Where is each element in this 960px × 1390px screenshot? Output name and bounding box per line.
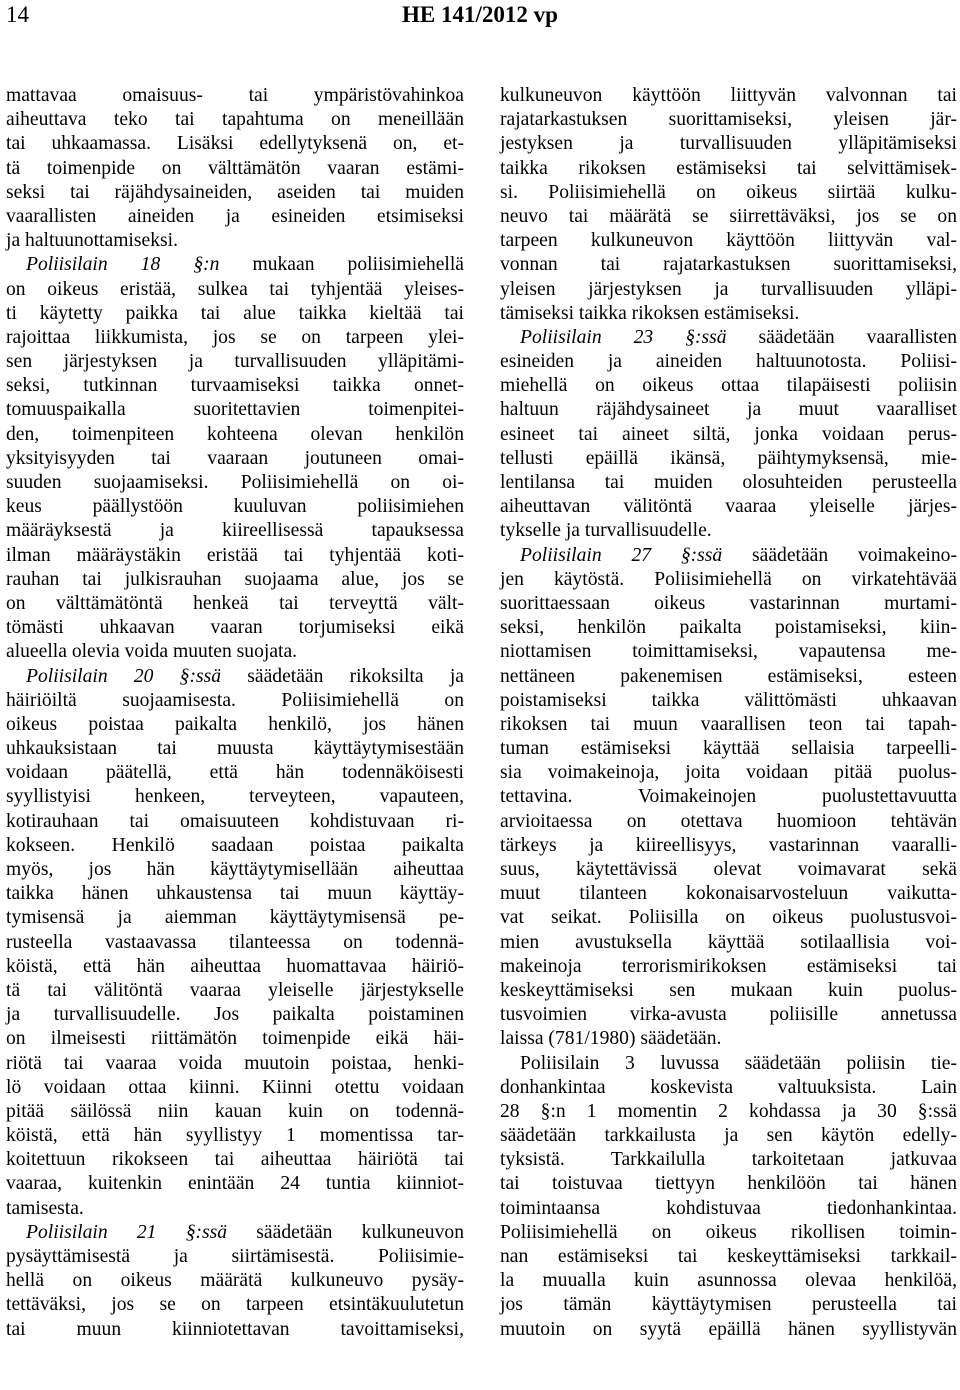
text-line xyxy=(6,568,464,592)
text-line xyxy=(6,447,464,471)
text-line xyxy=(6,157,464,181)
text-span: tarpeen kulkuneuvon käyttöön liittyvän val- xyxy=(500,230,957,252)
text-line xyxy=(500,1293,957,1317)
text-span: vaarallisten aineiden ja esineiden etsimiseksi xyxy=(6,205,464,227)
text-span: kotirauhaan tai omaisuuteen kohdistuvaan ri- xyxy=(6,810,464,832)
text-line xyxy=(6,278,464,302)
text-span: lentilansa tai muiden olosuhteiden perusteella xyxy=(500,472,957,493)
text-span: sia voimakeinoja, joita voidaan pitää puolus- xyxy=(500,762,957,784)
text-line xyxy=(6,955,464,979)
text-span: donhankintaa koskevista valtuuksista. Lain xyxy=(500,1076,957,1098)
text-line xyxy=(500,326,957,350)
text-line xyxy=(6,1221,464,1245)
text-span: niottamisen toimittamiseksi, vapautensa me- xyxy=(500,641,957,663)
text-line xyxy=(500,157,957,181)
text-span: on oikeus eristää, sulkea tai tyhjentää yleises- xyxy=(6,278,464,300)
text-span: toimintaansa kohdistuvaa tiedonhankintaa. xyxy=(500,1197,957,1219)
text-span: ti käytetty paikka tai alue taikka kieltää tai xyxy=(6,302,464,324)
text-line xyxy=(6,544,464,568)
text-span: esineet tai aineet siltä, jonka voidaan perus- xyxy=(500,423,957,445)
text-span: tai uhkaamassa. Lisäksi edellytyksenä on, et- xyxy=(6,133,464,155)
text-line xyxy=(500,785,957,809)
text-span: rauhan tai julkisrauhan suojaama alue, jos se xyxy=(6,568,464,590)
text-span: tettavina. Voimakeinojen puolustettavuutta xyxy=(500,786,957,808)
text-line xyxy=(6,84,464,108)
section-reference: Poliisilain 18 §:n xyxy=(26,254,220,276)
text-line xyxy=(500,398,957,422)
text-span: vonnan tai rajatarkastuksen suorittamiseksi, xyxy=(500,254,957,276)
text-span: haltuun räjähdysaineet ja muut vaaralliset xyxy=(500,399,957,421)
text-line xyxy=(6,665,464,689)
text-line xyxy=(500,665,957,689)
text-span: lö voidaan ottaa kiinni. Kiinni otettu voidaan xyxy=(6,1076,464,1098)
text-line xyxy=(500,810,957,834)
text-span: riötä tai vaaraa voida muutoin poistaa, henki- xyxy=(6,1052,464,1074)
section-reference: Poliisilain 21 §:ssä xyxy=(26,1221,228,1243)
left-text-column xyxy=(6,84,464,1342)
text-span: yksityisyyden tai vaaraan joutuneen omai- xyxy=(6,447,464,469)
text-span: ja haltuunottamiseksi. xyxy=(6,230,178,252)
text-line xyxy=(500,205,957,229)
text-line xyxy=(500,519,957,543)
text-line xyxy=(500,132,957,156)
text-line xyxy=(500,931,957,955)
text-line xyxy=(6,302,464,326)
text-line xyxy=(6,931,464,955)
text-line xyxy=(500,713,957,737)
text-line xyxy=(500,640,957,664)
text-span: arvioitaessa on otettava huomioon tehtävän xyxy=(500,810,957,832)
text-line xyxy=(500,181,957,205)
text-line xyxy=(500,302,957,326)
text-line xyxy=(6,713,464,737)
text-line xyxy=(6,108,464,132)
text-line xyxy=(6,592,464,616)
text-span: tymisensä ja aiemman käyttäytymisensä pe- xyxy=(6,907,464,929)
text-line xyxy=(500,592,957,616)
text-line xyxy=(6,350,464,374)
text-line xyxy=(500,374,957,398)
text-span: rikoksen tai muun vaarallisen teon tai tapah- xyxy=(500,713,957,735)
text-span: aiheuttava teko tai tapahtuma on meneillään xyxy=(6,109,464,131)
text-span: esineiden ja aineiden haltuunotosta. Poliisi- xyxy=(500,351,957,373)
text-span: tömästi uhkaavan vaaran torjumiseksi eikä xyxy=(6,617,464,639)
text-span: aiheuttavan välitöntä vaaraa yleiselle järjes- xyxy=(500,496,957,518)
text-span: la muualla kuin asunnossa olevaa henkilöä, xyxy=(500,1270,957,1292)
text-span: den, toimenpiteen kohteena olevan henkilön xyxy=(6,423,464,445)
text-line xyxy=(6,1124,464,1148)
text-line xyxy=(500,544,957,568)
text-line xyxy=(6,1052,464,1076)
text-span: vaaraa, kuitenkin enintään 24 tuntia kiinniot- xyxy=(6,1173,464,1195)
text-span: sen järjestyksen ja turvallisuuden ylläpitämi- xyxy=(6,351,464,373)
text-span: seksi, tutkinnan turvaamiseksi taikka onnet- xyxy=(6,375,464,397)
text-line xyxy=(500,471,957,495)
text-span: tai toistuvaa tiettyyn henkilöön tai hänen xyxy=(500,1173,957,1195)
text-line xyxy=(500,979,957,1003)
text-span: tämiseksi taikka rikoksen estämiseksi. xyxy=(500,302,800,324)
text-span: poistamiseksi taikka välittömästi uhkaavan xyxy=(500,689,957,711)
text-span: ilman määräystäkin eristää tai tyhjentää koti- xyxy=(6,544,464,566)
text-line xyxy=(6,1148,464,1172)
text-span: seksi tai räjähdysaineiden, aseiden tai muiden xyxy=(6,181,464,203)
text-span: kulkuneuvon käyttöön liittyvän valvonnan tai xyxy=(500,85,957,106)
text-span: kokseen. Henkilö saadaan poistaa paikalta xyxy=(6,834,464,856)
text-span: Poliisimiehellä on oikeus rikollisen toimin- xyxy=(500,1221,957,1243)
text-line xyxy=(6,229,464,253)
text-line xyxy=(500,689,957,713)
text-line xyxy=(6,785,464,809)
text-span: tä tai välitöntä vaaraa yleiselle järjestykselle xyxy=(6,979,464,1001)
text-span: alueella olevia voida muuten suojata. xyxy=(6,641,298,663)
text-line xyxy=(6,1172,464,1196)
section-reference: Poliisilain 23 §:ssä xyxy=(520,326,727,348)
text-span: ja turvallisuudelle. Jos paikalta poistaminen xyxy=(6,1004,464,1026)
text-line xyxy=(500,1245,957,1269)
text-line xyxy=(500,906,957,930)
text-span: 28 §:n 1 momentin 2 kohdassa ja 30 §:ssä xyxy=(500,1100,957,1122)
text-span: keskeyttämiseksi sen mukaan kuin puolus- xyxy=(500,979,957,1001)
text-line xyxy=(500,278,957,302)
text-span: tuman estämiseksi käyttää sellaisia tarpeelli- xyxy=(500,738,957,760)
text-line xyxy=(500,1318,957,1342)
text-span: miehellä on oikeus ottaa tilapäisesti poliisin xyxy=(500,375,957,397)
text-line xyxy=(6,1318,464,1342)
text-span: yleisen järjestyksen ja turvallisuuden ylläpi- xyxy=(500,278,957,300)
right-text-column xyxy=(500,84,957,1342)
text-line xyxy=(6,761,464,785)
text-line xyxy=(6,834,464,858)
text-span: on ilmeisesti riittämätön toimenpide eikä häi- xyxy=(6,1028,464,1050)
text-span: on välttämätöntä henkeä tai terveyttä vält- xyxy=(6,592,464,614)
page-header xyxy=(0,0,960,40)
text-line xyxy=(6,1027,464,1051)
text-line xyxy=(500,1052,957,1076)
section-reference: Poliisilain 27 §:ssä xyxy=(520,544,723,566)
text-line xyxy=(500,1269,957,1293)
text-line xyxy=(500,108,957,132)
text-span: vat seikat. Poliisilla on oikeus puolustusvoi- xyxy=(500,907,957,929)
text-span: säädetään kulkuneuvon xyxy=(227,1221,464,1243)
text-line xyxy=(6,1293,464,1317)
document-id: HE 141/2012 vp xyxy=(402,2,558,27)
text-span: nan estämiseksi tai keskeyttämiseksi tarkkail- xyxy=(500,1246,957,1267)
text-span: neuvo tai määrätä se siirrettäväksi, jos se on xyxy=(500,205,957,227)
text-span: koitettuun rikokseen tai aiheuttaa häiriötä tai xyxy=(6,1149,464,1171)
text-span: pitää säilössä niin kauan kuin on todennä- xyxy=(6,1100,464,1122)
text-line xyxy=(6,1076,464,1100)
text-span: keus päällystöön kuuluvan poliisimiehen xyxy=(6,496,464,518)
text-line xyxy=(6,398,464,422)
text-span: si. Poliisimiehellä on oikeus siirtää kulku- xyxy=(500,181,957,203)
text-span: jestyksen ja turvallisuuden ylläpitämiseksi xyxy=(500,133,957,155)
text-line xyxy=(6,423,464,447)
text-line xyxy=(6,810,464,834)
text-span: köistä, että hän aiheuttaa huomattavaa häiriö- xyxy=(6,955,464,977)
text-span: seksi, henkilön paikalta poistamiseksi, kiin- xyxy=(500,617,957,639)
text-line xyxy=(500,229,957,253)
text-line xyxy=(6,374,464,398)
text-span: voidaan päätellä, että hän todennäköisesti xyxy=(6,762,464,784)
text-span: määräyksestä ja kiireellisessä tapauksessa xyxy=(6,520,464,542)
text-line xyxy=(500,495,957,519)
text-span: suorittaessaan oikeus vastarinnan murtami- xyxy=(500,592,957,614)
text-line xyxy=(500,1003,957,1027)
text-span: säädetään tarkkailusta ja sen käytön edelly- xyxy=(500,1125,957,1147)
text-line xyxy=(500,882,957,906)
text-line xyxy=(6,858,464,882)
text-span: taikka rikoksen estämiseksi tai selvittämisek- xyxy=(500,157,957,179)
text-span: tamisesta. xyxy=(6,1197,84,1219)
text-span: jen käytöstä. Poliisimiehellä on virkatehtävää xyxy=(500,568,957,590)
text-line xyxy=(500,1100,957,1124)
text-line xyxy=(6,132,464,156)
text-line xyxy=(6,1245,464,1269)
text-line xyxy=(6,737,464,761)
text-span: hellä on oikeus määrätä kulkuneuvo pysäy- xyxy=(6,1270,464,1292)
text-span: jos tämän käyttäytymisen perusteella tai xyxy=(500,1294,957,1316)
text-line xyxy=(6,519,464,543)
text-span: tellusti epäillä ikänsä, päihtymyksensä, mie- xyxy=(500,447,957,469)
text-span: mien avustuksella käyttää sotilaallisia voi- xyxy=(500,931,957,953)
text-span: tusvoimien virka-avusta poliisille annetussa xyxy=(500,1004,957,1026)
text-span: köistä, että hän syyllistyy 1 momentissa tar- xyxy=(6,1125,464,1147)
text-line xyxy=(500,447,957,471)
text-span: tai muun kiinniotettavan tavoittamiseksi, xyxy=(6,1318,464,1340)
text-line xyxy=(500,423,957,447)
text-span: taikka hänen uhkaustensa tai muun käyttäy- xyxy=(6,883,464,905)
text-span: myös, jos hän käyttäytymisellään aiheuttaa xyxy=(6,859,464,880)
page-number: 14 xyxy=(6,2,29,27)
text-span: tärkeys ja kiireellisyys, vastarinnan vaaralli- xyxy=(500,834,957,856)
text-line xyxy=(6,640,464,664)
text-span: Poliisilain 3 luvussa säädetään poliisin tie- xyxy=(520,1052,957,1074)
text-line xyxy=(6,1197,464,1221)
text-span: rusteella vastaavassa tilanteessa on todennä- xyxy=(6,931,464,953)
text-line xyxy=(6,616,464,640)
text-line xyxy=(6,1100,464,1124)
text-span: makeinoja terrorismirikoksen estämiseksi tai xyxy=(500,955,957,977)
text-line xyxy=(6,471,464,495)
text-line xyxy=(500,834,957,858)
text-span: säädetään rikoksilta ja xyxy=(221,665,464,687)
text-line xyxy=(6,689,464,713)
text-line xyxy=(500,616,957,640)
text-line xyxy=(500,1221,957,1245)
text-line xyxy=(500,1197,957,1221)
text-line xyxy=(500,761,957,785)
text-line xyxy=(6,205,464,229)
text-span: säädetään voimakeino- xyxy=(722,544,957,566)
text-line xyxy=(500,1076,957,1100)
text-line xyxy=(500,1124,957,1148)
text-span: häiriöiltä suojaamisesta. Poliisimiehellä on xyxy=(6,689,464,711)
text-line xyxy=(500,737,957,761)
text-span: suuden suojaamiseksi. Poliisimiehellä on oi- xyxy=(6,472,464,493)
text-line xyxy=(6,882,464,906)
text-line xyxy=(500,350,957,374)
text-span: oikeus poistaa paikalta henkilö, jos hänen xyxy=(6,713,464,735)
text-line xyxy=(500,955,957,979)
text-span: pysäyttämisestä ja siirtämisestä. Poliisimie- xyxy=(6,1246,464,1267)
text-line xyxy=(6,326,464,350)
text-line xyxy=(500,84,957,108)
text-line xyxy=(500,253,957,277)
text-line xyxy=(6,253,464,277)
text-span: tykselle ja turvallisuudelle. xyxy=(500,520,712,542)
text-span: tä toimenpide on välttämätön vaaran estämi- xyxy=(6,157,464,179)
text-span: uhkauksistaan tai muusta käyttäytymisestään xyxy=(6,738,464,760)
text-span: laissa (781/1980) säädetään. xyxy=(500,1028,722,1050)
text-span: suus, käytettävissä olevat voimavarat sekä xyxy=(500,859,957,880)
text-line xyxy=(6,1269,464,1293)
text-span: nettäneen pakenemisen estämiseksi, esteen xyxy=(500,665,957,687)
text-span: muut tilanteen kokonaisarvosteluun vaikutta- xyxy=(500,883,957,905)
text-line xyxy=(500,858,957,882)
text-span: tomuuspaikalla suoritettavien toimenpitei- xyxy=(6,399,464,421)
text-span: säädetään vaarallisten xyxy=(726,326,957,348)
text-line xyxy=(500,1148,957,1172)
text-span: tyksistä. Tarkkailulla tarkoitetaan jatkuvaa xyxy=(500,1149,957,1171)
text-line xyxy=(6,181,464,205)
text-span: rajatarkastuksen suorittamiseksi, yleisen jär- xyxy=(500,109,957,131)
text-span: tettäväksi, jos se on tarpeen etsintäkuulutetun xyxy=(6,1294,464,1316)
text-span: mattavaa omaisuus- tai ympäristövahinkoa xyxy=(6,85,464,106)
text-span: muutoin on syytä epäillä hänen syyllistyvän xyxy=(500,1318,957,1340)
text-line xyxy=(6,495,464,519)
text-line xyxy=(6,979,464,1003)
text-line xyxy=(6,1003,464,1027)
text-line xyxy=(500,1172,957,1196)
text-line xyxy=(500,1027,957,1051)
text-span: syyllistyisi henkeen, terveyteen, vapauteen, xyxy=(6,786,464,808)
text-line xyxy=(6,906,464,930)
text-line xyxy=(500,568,957,592)
text-span: mukaan poliisimiehellä xyxy=(219,254,464,276)
text-span: rajoittaa liikkumista, jos se on tarpeen ylei- xyxy=(6,326,464,348)
section-reference: Poliisilain 20 §:ssä xyxy=(26,665,222,687)
